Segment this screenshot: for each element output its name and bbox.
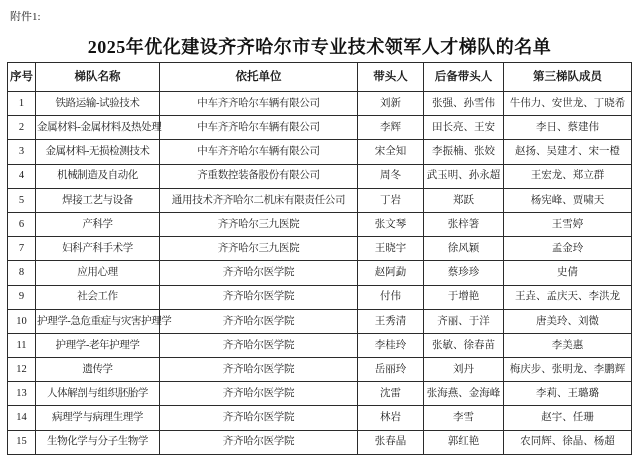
cell-leader: 张春晶 xyxy=(358,430,424,454)
cell-name: 护理学-急危重症与灾害护理学 xyxy=(36,309,160,333)
cell-name: 焊接工艺与设备 xyxy=(36,188,160,212)
cell-name: 应用心理 xyxy=(36,261,160,285)
cell-reserve: 张强、孙雪伟 xyxy=(424,92,504,116)
cell-reserve: 齐丽、于洋 xyxy=(424,309,504,333)
cell-name: 遗传学 xyxy=(36,358,160,382)
cell-third: 牛伟力、安世龙、丁晓希 xyxy=(504,92,632,116)
cell-name: 产科学 xyxy=(36,212,160,236)
table-row xyxy=(8,358,632,382)
cell-no: 13 xyxy=(8,382,36,406)
table-row xyxy=(8,164,632,188)
cell-reserve: 张敏、徐春苗 xyxy=(424,333,504,357)
cell-name: 金属材料-无损检测技术 xyxy=(36,140,160,164)
table-header xyxy=(8,63,632,92)
header-leader: 带头人 xyxy=(358,63,424,92)
cell-unit: 通用技术齐齐哈尔二机床有限责任公司 xyxy=(160,188,358,212)
cell-name: 社会工作 xyxy=(36,285,160,309)
cell-reserve: 李雪 xyxy=(424,406,504,430)
cell-unit: 中车齐齐哈尔车辆有限公司 xyxy=(160,116,358,140)
cell-third: 史倩 xyxy=(504,261,632,285)
cell-third: 李日、蔡建伟 xyxy=(504,116,632,140)
cell-third: 王雪婷 xyxy=(504,212,632,236)
cell-unit: 齐齐哈尔三九医院 xyxy=(160,237,358,261)
header-name: 梯队名称 xyxy=(36,63,160,92)
cell-reserve: 刘丹 xyxy=(424,358,504,382)
cell-no: 5 xyxy=(8,188,36,212)
cell-name: 病理学与病理生理学 xyxy=(36,406,160,430)
cell-unit: 齐齐哈尔医学院 xyxy=(160,358,358,382)
table-row xyxy=(8,333,632,357)
cell-third: 杨宪峰、贾啸天 xyxy=(504,188,632,212)
cell-reserve: 武玉明、孙永超 xyxy=(424,164,504,188)
header-reserve: 后备带头人 xyxy=(424,63,504,92)
cell-unit: 齐齐哈尔医学院 xyxy=(160,309,358,333)
cell-no: 10 xyxy=(8,309,36,333)
cell-third: 李美惠 xyxy=(504,333,632,357)
cell-leader: 李桂玲 xyxy=(358,333,424,357)
cell-no: 3 xyxy=(8,140,36,164)
table-row xyxy=(8,309,632,333)
cell-leader: 沈雷 xyxy=(358,382,424,406)
cell-name: 妇科产科手术学 xyxy=(36,237,160,261)
cell-leader: 李辉 xyxy=(358,116,424,140)
cell-no: 2 xyxy=(8,116,36,140)
cell-no: 6 xyxy=(8,212,36,236)
cell-reserve: 田长亮、王安 xyxy=(424,116,504,140)
cell-leader: 林岩 xyxy=(358,406,424,430)
cell-no: 8 xyxy=(8,261,36,285)
table-row xyxy=(8,188,632,212)
cell-name: 人体解剖与组织胚胎学 xyxy=(36,382,160,406)
cell-no: 4 xyxy=(8,164,36,188)
cell-unit: 齐齐哈尔医学院 xyxy=(160,382,358,406)
table-row xyxy=(8,382,632,406)
cell-no: 14 xyxy=(8,406,36,430)
table-row xyxy=(8,140,632,164)
cell-third: 赵宇、任珊 xyxy=(504,406,632,430)
talent-roster-table xyxy=(7,62,632,455)
cell-no: 12 xyxy=(8,358,36,382)
table-row xyxy=(8,237,632,261)
cell-name: 机械制造及自动化 xyxy=(36,164,160,188)
cell-leader: 付伟 xyxy=(358,285,424,309)
cell-third: 梅庆步、张明龙、李鹏辉 xyxy=(504,358,632,382)
cell-reserve: 张梓箸 xyxy=(424,212,504,236)
table-row xyxy=(8,212,632,236)
cell-no: 1 xyxy=(8,92,36,116)
cell-unit: 齐齐哈尔医学院 xyxy=(160,333,358,357)
cell-leader: 王晓宇 xyxy=(358,237,424,261)
cell-reserve: 张海燕、金海峰 xyxy=(424,382,504,406)
cell-no: 11 xyxy=(8,333,36,357)
cell-reserve: 郭红艳 xyxy=(424,430,504,454)
cell-unit: 齐齐哈尔医学院 xyxy=(160,406,358,430)
header-unit: 依托单位 xyxy=(160,63,358,92)
cell-name: 生物化学与分子生物学 xyxy=(36,430,160,454)
cell-unit: 齐齐哈尔三九医院 xyxy=(160,212,358,236)
cell-name: 护理学-老年护理学 xyxy=(36,333,160,357)
cell-third: 王垚、孟庆天、李洪龙 xyxy=(504,285,632,309)
cell-reserve: 李振楠、张姣 xyxy=(424,140,504,164)
cell-third: 孟金玲 xyxy=(504,237,632,261)
cell-third: 李莉、王璐璐 xyxy=(504,382,632,406)
table-row xyxy=(8,406,632,430)
cell-no: 7 xyxy=(8,237,36,261)
cell-no: 15 xyxy=(8,430,36,454)
cell-no: 9 xyxy=(8,285,36,309)
cell-reserve: 郑跃 xyxy=(424,188,504,212)
cell-unit: 齐齐哈尔医学院 xyxy=(160,430,358,454)
page-title: 2025年优化建设齐齐哈尔市专业技术领军人才梯队的名单 xyxy=(87,37,552,57)
cell-third: 农同辉、徐晶、杨超 xyxy=(504,430,632,454)
header-row xyxy=(8,63,632,92)
cell-unit: 中车齐齐哈尔车辆有限公司 xyxy=(160,140,358,164)
cell-unit: 齐齐哈尔医学院 xyxy=(160,261,358,285)
cell-third: 唐美玲、刘微 xyxy=(504,309,632,333)
cell-reserve: 蔡珍珍 xyxy=(424,261,504,285)
cell-leader: 刘新 xyxy=(358,92,424,116)
cell-unit: 齐齐哈尔医学院 xyxy=(160,285,358,309)
cell-leader: 张文琴 xyxy=(358,212,424,236)
table-row xyxy=(8,261,632,285)
cell-leader: 丁岩 xyxy=(358,188,424,212)
cell-name: 铁路运输-试验技术 xyxy=(36,92,160,116)
cell-leader: 宋全知 xyxy=(358,140,424,164)
cell-third: 王宏龙、郑立群 xyxy=(504,164,632,188)
table-row xyxy=(8,116,632,140)
cell-unit: 齐重数控装备股份有限公司 xyxy=(160,164,358,188)
cell-leader: 岳丽玲 xyxy=(358,358,424,382)
attachment-label: 附件1: xyxy=(10,11,41,23)
cell-leader: 赵阿勐 xyxy=(358,261,424,285)
table-row xyxy=(8,92,632,116)
cell-unit: 中车齐齐哈尔车辆有限公司 xyxy=(160,92,358,116)
header-no: 序号 xyxy=(8,63,36,92)
table-row xyxy=(8,285,632,309)
cell-name: 金属材料-金属材料及热处理 xyxy=(36,116,160,140)
cell-reserve: 徐风颖 xyxy=(424,237,504,261)
cell-leader: 王秀清 xyxy=(358,309,424,333)
cell-third: 赵扬、吴建才、宋一橙 xyxy=(504,140,632,164)
cell-leader: 周冬 xyxy=(358,164,424,188)
header-third: 第三梯队成员 xyxy=(504,63,632,92)
table-row xyxy=(8,430,632,454)
table-body xyxy=(8,92,632,455)
cell-reserve: 于增艳 xyxy=(424,285,504,309)
